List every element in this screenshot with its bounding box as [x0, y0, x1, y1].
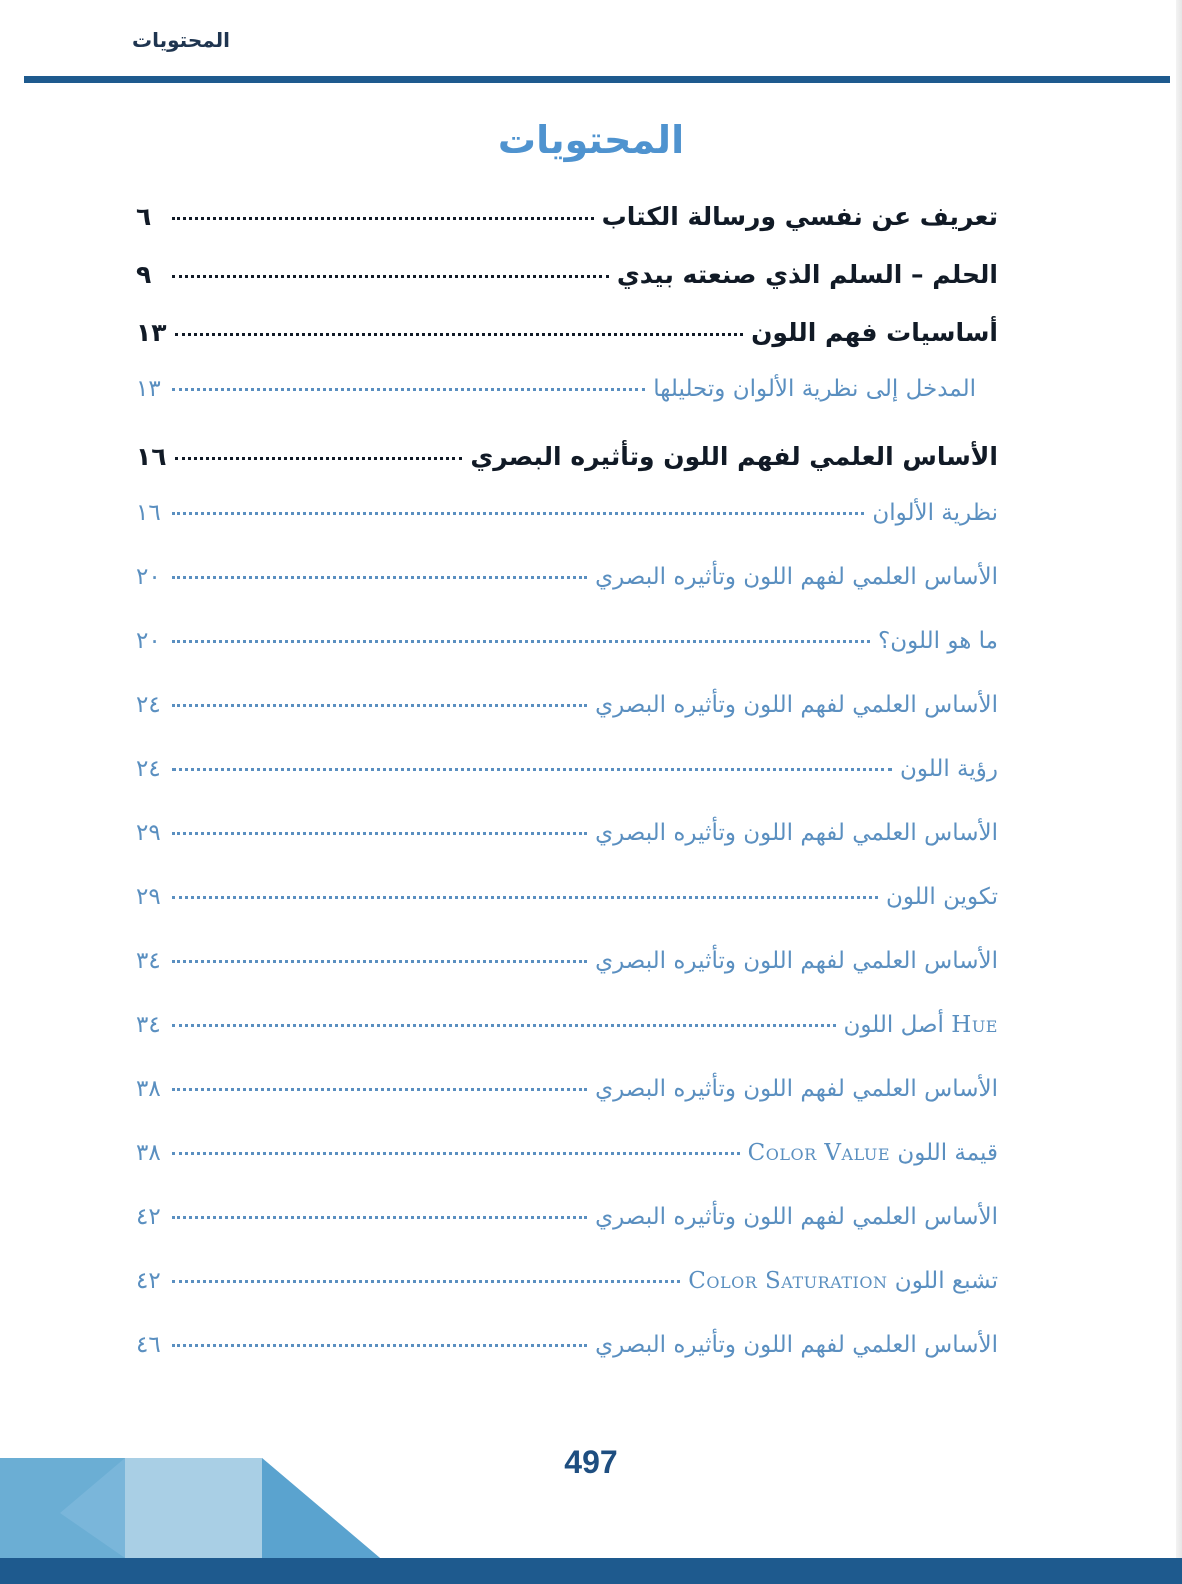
dot-leader	[172, 576, 587, 579]
toc-subentry-label	[688, 1268, 998, 1294]
toc-subentry[interactable]	[136, 564, 1010, 628]
toc-entry-label: تعريف عن نفسي ورسالة الكتاب	[601, 202, 998, 231]
toc-title: المحتويات	[497, 118, 685, 162]
dot-leader	[172, 704, 587, 707]
dot-leader	[172, 640, 870, 643]
toc-subentry-page: ٢٤	[136, 756, 161, 782]
toc-subentry-page: ٢٩	[136, 820, 161, 846]
toc-entry-page: ١٣	[136, 318, 167, 347]
toc-subentry-label: الأساس العلمي لفهم اللون وتأثيره البصري	[595, 1332, 998, 1358]
dot-leader	[175, 333, 744, 336]
toc-subentry-label	[844, 1012, 998, 1038]
toc-entry-label: أساسيات فهم اللون	[751, 318, 998, 347]
toc-subentry-page: ٢٠	[136, 628, 161, 654]
toc-subentry-latin: Hue	[951, 1012, 998, 1038]
toc-subentry-label: الأساس العلمي لفهم اللون وتأثيره البصري	[595, 564, 998, 590]
toc-subentry[interactable]	[136, 376, 1010, 442]
toc-subentry-page: ٢٤	[136, 692, 161, 718]
toc-subentry-page: ٣٨	[136, 1076, 161, 1102]
dot-leader	[175, 457, 463, 460]
toc-entry-page: ٩	[136, 260, 152, 289]
dot-leader	[172, 1344, 587, 1347]
toc-subentry-page: ٣٨	[136, 1140, 161, 1166]
toc-subentry-page: ٢٩	[136, 884, 161, 910]
toc-entry[interactable]	[136, 442, 1010, 500]
toc-subentry[interactable]	[136, 1204, 1010, 1268]
running-header: المحتويات	[132, 28, 231, 52]
toc-subentry[interactable]	[136, 628, 1010, 692]
dot-leader	[172, 896, 878, 899]
toc-subentry-label	[748, 1140, 998, 1166]
header-rule	[24, 76, 1170, 83]
dot-leader	[172, 1088, 587, 1091]
toc-subentry[interactable]	[136, 1076, 1010, 1140]
dot-leader	[172, 1280, 680, 1283]
table-of-contents	[136, 202, 1010, 1396]
toc-subentry-label: رؤية اللون	[899, 756, 998, 782]
dot-leader	[172, 275, 609, 278]
toc-subentry[interactable]	[136, 820, 1010, 884]
toc-subentry[interactable]	[136, 756, 1010, 820]
toc-subentry-page: ٣٤	[136, 948, 161, 974]
toc-subentry[interactable]	[136, 500, 1010, 564]
toc-subentry-arabic: أصل اللون	[843, 1012, 944, 1038]
toc-entry[interactable]	[136, 202, 1010, 260]
dot-leader	[172, 217, 594, 220]
dot-leader	[172, 1024, 836, 1027]
toc-subentry-label: المدخل إلى نظرية الألوان وتحليلها	[653, 376, 976, 402]
toc-subentry-label: الأساس العلمي لفهم اللون وتأثيره البصري	[595, 820, 998, 846]
toc-subentry-page: ٤٢	[136, 1204, 161, 1230]
toc-subentry-label: ما هو اللون؟	[878, 628, 998, 654]
toc-subentry-latin: Color Value	[747, 1140, 891, 1166]
toc-subentry[interactable]	[136, 1332, 1010, 1396]
toc-entry[interactable]	[136, 318, 1010, 376]
toc-subentry-label: نظرية الألوان	[872, 500, 998, 526]
dot-leader	[172, 512, 864, 515]
toc-subentry-label: الأساس العلمي لفهم اللون وتأثيره البصري	[595, 1204, 998, 1230]
toc-subentry-label: الأساس العلمي لفهم اللون وتأثيره البصري	[595, 692, 998, 718]
toc-subentry-label: الأساس العلمي لفهم اللون وتأثيره البصري	[595, 948, 998, 974]
toc-entry-label: الأساس العلمي لفهم اللون وتأثيره البصري	[470, 442, 998, 471]
toc-subentry-page: ١٣	[136, 376, 161, 402]
dot-leader	[172, 388, 645, 391]
toc-subentry-page: ١٦	[136, 500, 161, 526]
toc-subentry[interactable]	[136, 692, 1010, 756]
toc-subentry[interactable]	[136, 1140, 1010, 1204]
dot-leader	[172, 832, 587, 835]
footer-band	[0, 1558, 1182, 1584]
toc-subentry-latin: Color Saturation	[688, 1268, 888, 1294]
toc-subentry-arabic: قيمة اللون	[897, 1140, 998, 1166]
toc-subentry-label: الأساس العلمي لفهم اللون وتأثيره البصري	[595, 1076, 998, 1102]
toc-subentry[interactable]	[136, 1268, 1010, 1332]
toc-subentry-page: ٢٠	[136, 564, 161, 590]
toc-subentry-page: ٤٦	[136, 1332, 161, 1358]
toc-subentry-page: ٣٤	[136, 1012, 161, 1038]
dot-leader	[172, 768, 892, 771]
toc-subentry-page: ٤٢	[136, 1268, 161, 1294]
page-number: 497	[564, 1444, 618, 1480]
toc-subentry[interactable]	[136, 948, 1010, 1012]
toc-entry-label: الحلم – السلم الذي صنعته بيدي	[616, 260, 998, 289]
toc-subentry-arabic: تشبع اللون	[894, 1268, 998, 1294]
toc-subentry-label: تكوين اللون	[886, 884, 998, 910]
dot-leader	[172, 960, 587, 963]
dot-leader	[172, 1152, 740, 1155]
dot-leader	[172, 1216, 587, 1219]
toc-entry-page: ٦	[136, 202, 152, 231]
toc-entry[interactable]	[136, 260, 1010, 318]
page-edge-shadow	[1176, 0, 1182, 1560]
toc-subentry[interactable]	[136, 1012, 1010, 1076]
toc-entry-page: ١٦	[136, 442, 167, 471]
toc-subentry[interactable]	[136, 884, 1010, 948]
